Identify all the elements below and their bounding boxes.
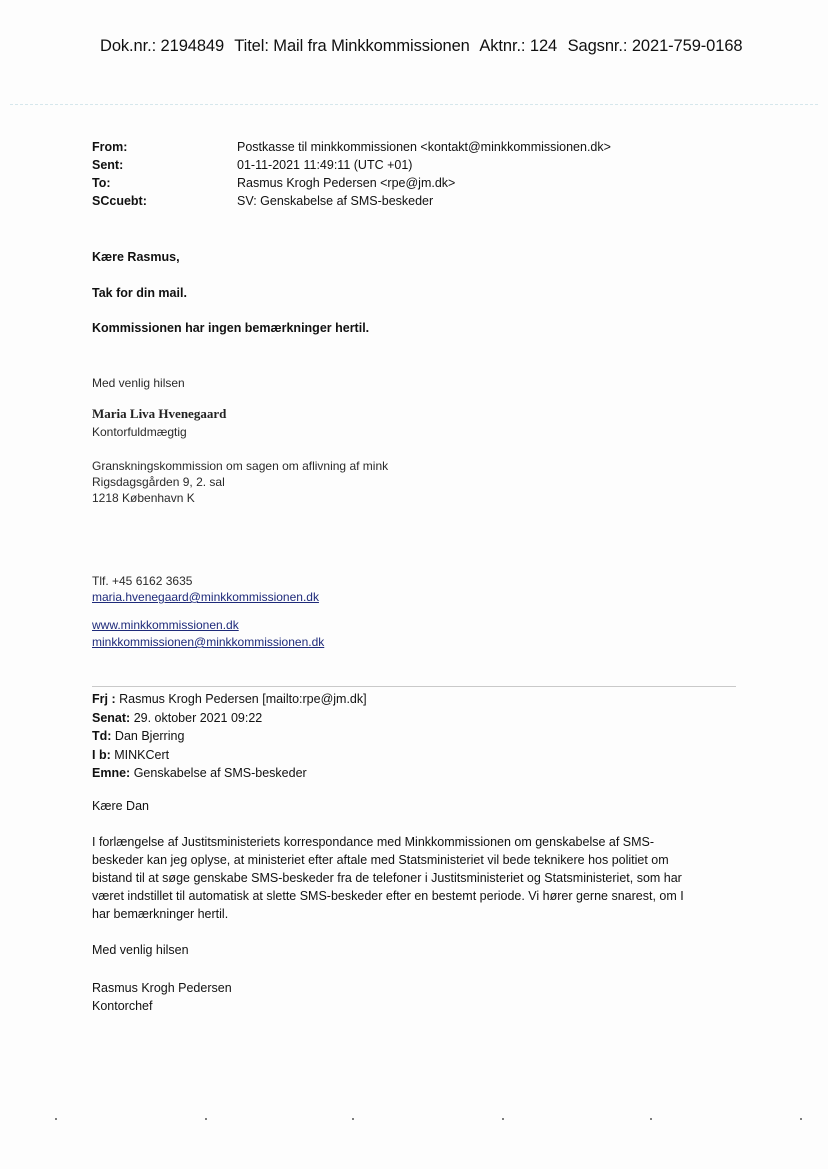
doc-number: Dok.nr.: 2194849: [100, 37, 225, 55]
fwd-from-value: Rasmus Krogh Pedersen [mailto:rpe@jm.dk]: [119, 692, 367, 706]
scan-dot: [352, 1118, 354, 1120]
forward-separator: [92, 686, 736, 687]
signature-address-2: 1218 København K: [92, 491, 195, 505]
fwd-cc: [92, 746, 367, 765]
fwd-paragraph-line: været indstillet til automatisk at slette SMS-beskeder efter en bestemt periode. Vi hører gerne snarest, om I: [92, 889, 684, 903]
fwd-closing: Med venlig hilsen: [92, 943, 189, 957]
meta-value: Rasmus Krogh Pedersen <rpe@jm.dk>: [237, 176, 456, 190]
meta-to: [92, 174, 611, 192]
meta-label: Sent:: [92, 158, 124, 172]
fwd-to-value: Dan Bjerring: [114, 729, 185, 743]
fwd-cc-label: I b:: [92, 747, 111, 762]
meta-from: [92, 138, 611, 156]
fwd-paragraph-line: beskeder kan jeg oplyse, at ministeriet efter aftale med Statsministeriet vil bede teknikere hos politiet om: [92, 853, 669, 867]
doc-case-number: Sagsnr.: 2021-759-0168: [567, 37, 743, 55]
meta-label: From:: [92, 140, 128, 154]
signature-name: Maria Liva Hvenegaard: [92, 406, 227, 421]
signature-address-1: Rigsdagsgården 9, 2. sal: [92, 475, 225, 489]
fwd-from-label: Frj :: [92, 692, 116, 706]
signature-email-link[interactable]: maria.hvenegaard@minkkommissionen.dk: [92, 590, 319, 604]
fwd-cc-value: MINKCert: [114, 747, 170, 762]
fwd-paragraph-line: har bemærkninger hertil.: [92, 907, 229, 921]
doc-akt-number: Aktnr.: 124: [479, 37, 558, 55]
fwd-sender-name: Rasmus Krogh Pedersen: [92, 981, 232, 995]
fwd-paragraph-line: bistand til at søge genskabe SMS-beskeder fra de telefoner i Justitsministeriet og Statsministeriet, som har: [92, 871, 682, 885]
signature-closing: Med venlig hilsen: [92, 376, 185, 390]
scan-dot: [205, 1118, 207, 1120]
signature-website-link[interactable]: www.minkkommissionen.dk: [92, 618, 239, 632]
scan-dot: [650, 1118, 652, 1120]
fwd-sent: [92, 709, 367, 728]
document-header: [100, 37, 748, 56]
email-meta: [92, 138, 611, 210]
meta-value: 01-11-2021 11:49:11 (UTC +01): [237, 158, 413, 172]
reply-line-1: Tak for din mail.: [92, 286, 187, 300]
signature-email2-link[interactable]: minkkommissionen@minkkommissionen.dk: [92, 635, 325, 649]
reply-greeting: Kære Rasmus,: [92, 250, 180, 264]
doc-title: Titel: Mail fra Minkkommissionen: [234, 37, 470, 55]
meta-label: SCcuebt:: [92, 194, 147, 208]
meta-sent: [92, 156, 611, 174]
meta-value: Postkasse til minkkommissionen <kontakt@minkkommissionen.dk>: [237, 140, 611, 154]
meta-value: SV: Genskabelse af SMS-beskeder: [237, 194, 434, 208]
fwd-subject: [92, 764, 367, 783]
scan-artifacts: [0, 1118, 828, 1124]
header-divider: [10, 104, 818, 105]
signature-org: Granskningskommission om sagen om aflivning af mink: [92, 459, 389, 473]
fwd-to: [92, 727, 367, 746]
fwd-subject-label: Emne:: [92, 766, 131, 780]
fwd-to-label: Td:: [92, 729, 112, 743]
fwd-sender-title: Kontorchef: [92, 999, 153, 1013]
fwd-greeting: Kære Dan: [92, 799, 149, 813]
scan-dot: [502, 1118, 504, 1120]
fwd-paragraph-line: I forlængelse af Justitsministeriets korrespondance med Minkkommissionen om genskabelse af SMS-: [92, 835, 655, 849]
reply-line-2: Kommissionen har ingen bemærkninger hertil.: [92, 321, 370, 335]
fwd-sent-value: 29. oktober 2021 09:22: [133, 710, 263, 725]
fwd-sent-label: Senat:: [92, 710, 131, 725]
scan-dot: [800, 1118, 802, 1120]
meta-label: To:: [92, 176, 111, 190]
scan-dot: [55, 1118, 57, 1120]
fwd-paragraph: [92, 833, 742, 923]
signature-phone: Tlf. +45 6162 3635: [92, 574, 193, 588]
fwd-subject-value: Genskabelse af SMS-beskeder: [133, 766, 307, 780]
signature-title: Kontorfuldmægtig: [92, 425, 187, 439]
forwarded-header: [92, 690, 367, 783]
fwd-from: [92, 690, 367, 709]
meta-subject: [92, 192, 611, 210]
